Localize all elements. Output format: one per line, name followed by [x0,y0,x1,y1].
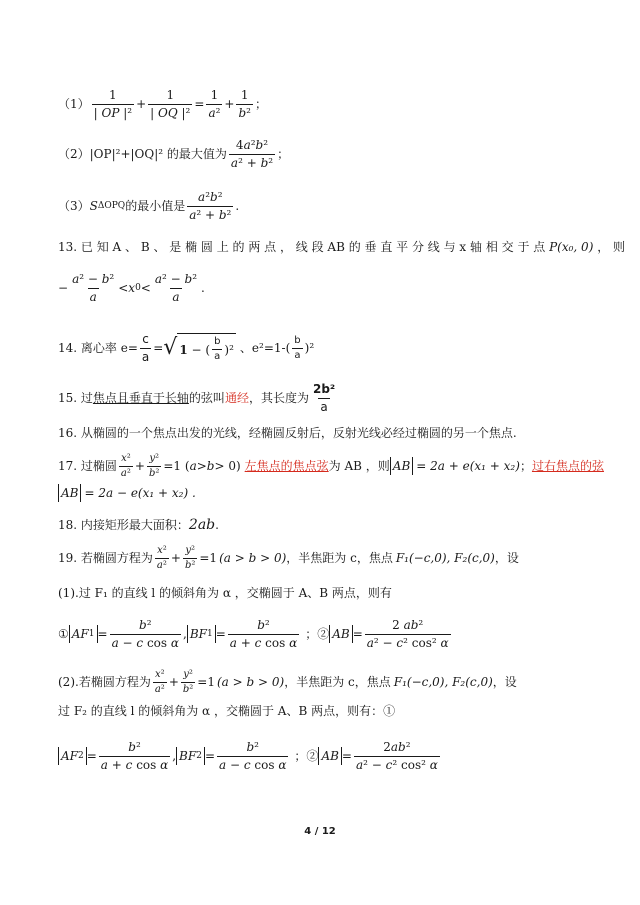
item-19-2b-text: 过 F₂ 的直线 l 的倾斜角为 α ，交椭圆于 A、B 两点，则有：① [58,704,396,718]
item-15-pre: 15. 过 [58,391,93,405]
item-1: （1） 1 | OP |² + $\frac{1}{\text{| OQ |²}}$ = $\frac{1}{\text{a²}}$ + $\frac{1}{\text{b²}}$ ； [58,87,267,120]
item-3-text: 的最小值是 [125,199,186,213]
item-14-mid: 、e²=1- [239,341,286,355]
item-17-sep: ； [519,459,532,473]
item-1-label: （1） [58,97,90,111]
item-17-pre: 17. 过椭圆 [58,459,117,473]
item-19-2: (2).若椭圆方程为 x² a² + $\frac{\text{y²}}{\text{b²}}$ =1 (a > b > 0) ，半焦距为 c，焦点 F₁(−c,0), F₂(c,0) ，设 [58,668,517,695]
item-19-2-formulas: AF 2 = $\frac{\text{b²}}{\text{a + c cos α}}$ , BF 2 = $\frac{\text{b²}}{\text{a − c cos α}}$ ；② AB = $\frac{\text{2ab²}}{\text{a² − c² cos² α}}$ [58,736,584,776]
item-19-2-c2: ；② [294,749,319,763]
item-2: （2） |OP|²+|OQ|² 的最大值为 4a²b² a² + b² ； [58,137,290,170]
item-16-text: 16. 从椭圆的一个焦点出发的光线，经椭圆反射后，反射光线必经过椭圆的另一个焦点. [58,426,517,440]
item-13-ineq-tail: . [201,281,205,295]
item-17-mid: 为 AB ，则 [328,459,390,473]
item-19-2b [58,702,584,720]
item-3-tail: . [235,199,240,213]
item-19: 19. 若椭圆方程为 x² a² + $\frac{\text{y²}}{\text{b²}}$ =1 (a > b > 0) ，半焦距为 c，焦点 F₁(−c,0), F₂(c,0) ，设 [58,544,519,571]
item-19-2-foci: F₁(−c,0), F₂(c,0) [393,675,493,689]
item-19-2-tail: ，设 [492,675,517,689]
item-19-1 [58,584,584,602]
item-19-mid: ，半焦距为 c，焦点 [286,551,393,565]
item-19-foci: F₁(−c,0), F₂(c,0) [395,551,495,565]
item-19-1-c1: ① [58,627,69,641]
item-17-red1: 左焦点的焦点弦 [244,459,329,473]
item-15-mid: 的弦叫 [188,391,225,405]
item-2-text: |OP|²+|OQ|² 的最大值为 [89,147,227,161]
item-15: 15. 过 焦点且垂直于长轴 的弦叫 通经 ，其长度为 2b² a [58,381,336,414]
item-17-formula2: = 2a − e(x₁ + x₂) . [84,486,196,500]
item-19-1-c2: ；② [305,627,330,641]
item-3: （3） S ΔOPQ 的最小值是 a²b² a² + b² . [58,189,240,222]
item-2-tail: ； [277,147,290,161]
item-13-text: 13. 已 知 A 、 B 、 是 椭 圆 上 的 两 点 ， 线 段 AB 的 垂 直 平 分 线 与 x 轴 相 交 于 点 [58,240,546,254]
item-19-1-text: (1).过 F₁ 的直线 l 的倾斜角为 α ，交椭圆于 A、B 两点，则有 [58,586,392,600]
item-2-label: （2） [58,147,90,161]
item-3-label: （3） [58,199,90,213]
item-15-underline: 焦点且垂直于长轴 [92,391,189,405]
item-15-post: ，其长度为 [248,391,309,405]
item-13 [58,238,626,256]
item-17-red2: 过右焦点的弦 [531,459,604,473]
item-13-point: P(x₀, 0) [549,240,594,254]
item-17: 17. 过椭圆 x² a² + $\frac{\text{y²}}{\text{b²}}$ =1 ( a > b > 0) 左焦点的焦点弦 为 AB ，则 AB = 2a + e(x₁ + x₂) ； 过右焦点的弦 [58,452,604,479]
item-18-value: 2ab [188,517,216,533]
item-17-line2: AB = 2a − e(x₁ + x₂) . [58,484,584,502]
item-19-2-mid: ，半焦距为 c，焦点 [284,675,391,689]
page-number: 4 / 12 [304,826,336,837]
item-1-tail: ； [254,97,267,111]
item-18 [58,516,584,534]
item-19-pre: 19. 若椭圆方程为 [58,551,153,565]
item-14-text: 14. 离心率 e= [58,341,138,355]
item-14: 14. 离心率 e= $\frac{c}{a}$ = √ 1 − ( b a )² 、e²=1- ( b a )² [58,331,315,364]
item-13-inequality: − $\frac{\text{a² − b²}}{a}$ < x 0 < a² − b² a . [58,271,205,304]
item-19-2-pre: (2).若椭圆方程为 [58,675,151,689]
item-19-cond: (a > b > 0) [219,551,287,565]
item-19-2-cond: (a > b > 0) [217,675,285,689]
item-17-formula1: = 2a + e(x₁ + x₂) [416,459,520,473]
item-18-tail: . [215,518,219,532]
item-19-1-formulas: ① AF 1 = $\frac{\text{b²}}{\text{a − c cos α}}$ , BF 1 = $\frac{\text{b²}}{\text{a + c cos α}}$ ；② AB = $\frac{\text{2 ab²}}{\text{a² − c² cos² α}}$ [58,617,449,650]
item-18-pre: 18. 内接矩形最大面积： [58,518,189,532]
item-15-red: 通经 [224,391,249,405]
item-13-tail: ， 则 [597,240,626,254]
item-19-tail: ，设 [494,551,519,565]
item-16 [58,424,584,442]
